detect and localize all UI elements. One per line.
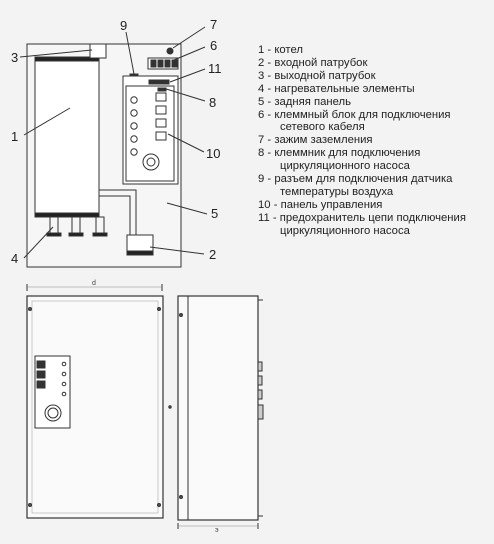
legend-item: 2 - входной патрубок	[258, 56, 368, 69]
legend-item-continuation: циркуляционного насоса	[280, 224, 410, 237]
legend-item: 8 - клеммник для подключения	[258, 147, 421, 160]
boiler-body	[35, 59, 99, 217]
legend-item: 4 - нагревательные элементы	[258, 82, 415, 95]
legend-item: 6 - клеммный блок для подключения	[258, 108, 451, 121]
callout-7: 7	[210, 17, 218, 32]
front-view	[27, 284, 171, 518]
control-panel	[123, 76, 178, 184]
callout-3: 3	[11, 50, 19, 65]
legend-item: 11 - предохранитель цепи подключения	[258, 211, 466, 224]
legend-item-continuation: температуры воздуха	[280, 185, 394, 198]
callout-6: 6	[210, 38, 218, 53]
legend-item: 1 - котел	[258, 44, 303, 56]
legend-item: 7 - зажим заземления	[258, 134, 373, 147]
legend-item-continuation: циркуляционного насоса	[280, 160, 410, 173]
outlet-pipe	[90, 44, 106, 58]
callout-5: 5	[211, 206, 219, 221]
callout-2: 2	[209, 247, 217, 262]
legend-item: 10 - панель управления	[258, 198, 383, 211]
legend-item: 5 - задняя панель	[258, 95, 352, 108]
callout-1: 1	[11, 129, 19, 144]
callout-8: 8	[209, 95, 217, 110]
callout-9: 9	[120, 18, 128, 33]
side-view	[178, 296, 263, 529]
mains-terminal-block	[148, 58, 178, 69]
legend-item-continuation: сетевого кабеля	[280, 121, 365, 134]
dimension-depth-label: э	[215, 527, 219, 534]
inlet-pipe	[127, 235, 153, 253]
callout-4: 4	[11, 251, 19, 266]
pump-fuse	[149, 80, 169, 84]
legend-item: 3 - выходной патрубок	[258, 69, 376, 82]
legend-item: 9 - разъем для подключения датчика	[258, 173, 453, 186]
callout-10: 10	[206, 146, 221, 161]
ground-clamp	[167, 48, 173, 54]
dimension-width-label: d	[92, 280, 96, 287]
thermostat-knob	[143, 154, 159, 170]
callout-11: 11	[208, 61, 222, 76]
parts-legend	[258, 44, 490, 238]
